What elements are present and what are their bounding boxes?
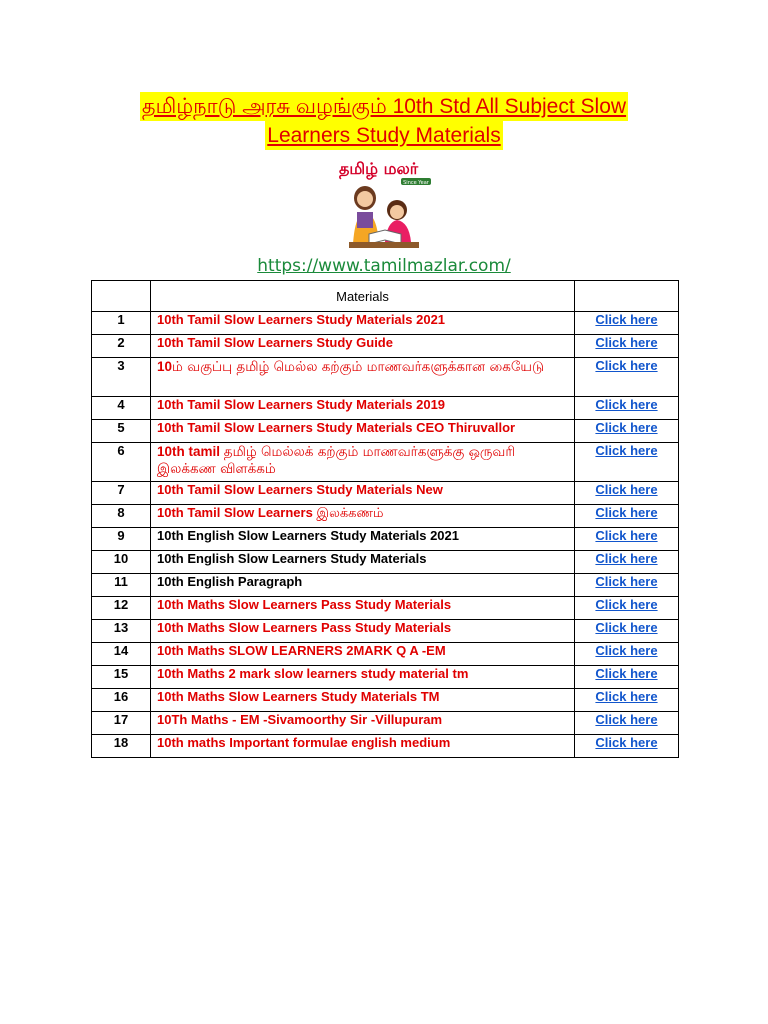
material-title: 10th Tamil Slow Learners Study Materials CEO Thiruvallor — [151, 420, 575, 443]
tamil-mazhar-logo — [335, 154, 435, 250]
material-title: 10th Tamil Slow Learners Study Guide — [151, 335, 575, 358]
table-row — [92, 574, 679, 597]
table-row — [92, 505, 679, 528]
table-row — [92, 482, 679, 505]
material-title: 10th English Slow Learners Study Materials 2021 — [151, 528, 575, 551]
material-title-tamil: தமிழ் மெல்லக் கற்கும் மாணவர்களுக்கு ஒருவரி இலக்கண விளக்கம் — [157, 444, 516, 477]
material-title: 10th Maths 2 mark slow learners study material tm — [151, 666, 575, 689]
title-line-2: Learners Study Materials — [265, 121, 502, 150]
material-title: 10th maths Important formulae english medium — [151, 735, 575, 758]
row-number: 2 — [92, 335, 151, 358]
material-title: 10th Maths SLOW LEARNERS 2MARK Q A -EM — [151, 643, 575, 666]
click-here-link[interactable]: Click here — [595, 620, 658, 635]
row-number: 16 — [92, 689, 151, 712]
material-title — [151, 505, 575, 528]
row-number: 14 — [92, 643, 151, 666]
table-row — [92, 443, 679, 482]
logo-badge: Since Year — [403, 180, 429, 186]
header-number-cell — [92, 281, 151, 312]
material-title-prefix: 10 — [157, 359, 173, 374]
table-row — [92, 312, 679, 335]
row-number: 6 — [92, 443, 151, 482]
material-title: 10th Maths Slow Learners Study Materials TM — [151, 689, 575, 712]
row-number: 10 — [92, 551, 151, 574]
row-number: 11 — [92, 574, 151, 597]
page-title — [0, 92, 768, 150]
table-row — [92, 689, 679, 712]
click-here-link[interactable]: Click here — [595, 689, 658, 704]
click-here-link[interactable]: Click here — [595, 643, 658, 658]
click-here-link[interactable]: Click here — [595, 505, 658, 520]
row-number: 4 — [92, 397, 151, 420]
click-here-link[interactable]: Click here — [595, 443, 658, 458]
table-row — [92, 666, 679, 689]
material-title-tamil: ம் வகுப்பு தமிழ் மெல்ல கற்கும் மாணவர்களுக்கான கையேடு — [172, 359, 545, 375]
click-here-link[interactable]: Click here — [595, 528, 658, 543]
logo-text: தமிழ் மலர் — [339, 159, 419, 178]
row-number: 3 — [92, 358, 151, 397]
click-here-link[interactable]: Click here — [595, 735, 658, 750]
table-row — [92, 528, 679, 551]
table-row — [92, 358, 679, 397]
click-here-link[interactable]: Click here — [595, 574, 658, 589]
click-here-link[interactable]: Click here — [595, 420, 658, 435]
material-title: 10th English Paragraph — [151, 574, 575, 597]
row-number: 1 — [92, 312, 151, 335]
table-row — [92, 643, 679, 666]
material-title: 10th Maths Slow Learners Pass Study Materials — [151, 620, 575, 643]
materials-table — [91, 280, 679, 758]
table-row — [92, 335, 679, 358]
material-title: 10th Tamil Slow Learners Study Materials 2021 — [151, 312, 575, 335]
table-row — [92, 735, 679, 758]
table-row — [92, 551, 679, 574]
table-row — [92, 397, 679, 420]
row-number: 13 — [92, 620, 151, 643]
material-title: 10th Tamil Slow Learners Study Materials New — [151, 482, 575, 505]
material-title: 10th Maths Slow Learners Pass Study Materials — [151, 597, 575, 620]
row-number: 8 — [92, 505, 151, 528]
material-title-tamil: இலக்கணம் — [316, 506, 384, 521]
row-number: 7 — [92, 482, 151, 505]
click-here-link[interactable]: Click here — [595, 312, 658, 327]
table-row — [92, 420, 679, 443]
click-here-link[interactable]: Click here — [595, 551, 658, 566]
click-here-link[interactable]: Click here — [595, 666, 658, 681]
row-number: 17 — [92, 712, 151, 735]
table-row — [92, 620, 679, 643]
row-number: 15 — [92, 666, 151, 689]
material-title-prefix: 10th Tamil Slow Learners — [157, 505, 317, 520]
click-here-link[interactable]: Click here — [595, 358, 658, 373]
click-here-link[interactable]: Click here — [595, 597, 658, 612]
click-here-link[interactable]: Click here — [595, 397, 658, 412]
row-number: 12 — [92, 597, 151, 620]
material-title — [151, 358, 575, 397]
material-title — [151, 443, 575, 482]
material-title-prefix: 10th tamil — [157, 444, 224, 459]
header-materials-cell: Materials — [151, 281, 575, 312]
material-title: 10Th Maths - EM -Sivamoorthy Sir -Villupuram — [151, 712, 575, 735]
row-number: 5 — [92, 420, 151, 443]
click-here-link[interactable]: Click here — [595, 335, 658, 350]
row-number: 9 — [92, 528, 151, 551]
title-line-1: தமிழ்நாடு அரசு வழங்கும் 10th Std All Subject Slow — [140, 92, 628, 121]
website-url-link[interactable]: https://www.tamilmazlar.com/ — [257, 256, 511, 276]
table-row — [92, 597, 679, 620]
click-here-link[interactable]: Click here — [595, 482, 658, 497]
table-header-row — [92, 281, 679, 312]
material-title: 10th Tamil Slow Learners Study Materials 2019 — [151, 397, 575, 420]
material-title: 10th English Slow Learners Study Materials — [151, 551, 575, 574]
table-row — [92, 712, 679, 735]
click-here-link[interactable]: Click here — [595, 712, 658, 727]
header-link-cell — [575, 281, 679, 312]
row-number: 18 — [92, 735, 151, 758]
